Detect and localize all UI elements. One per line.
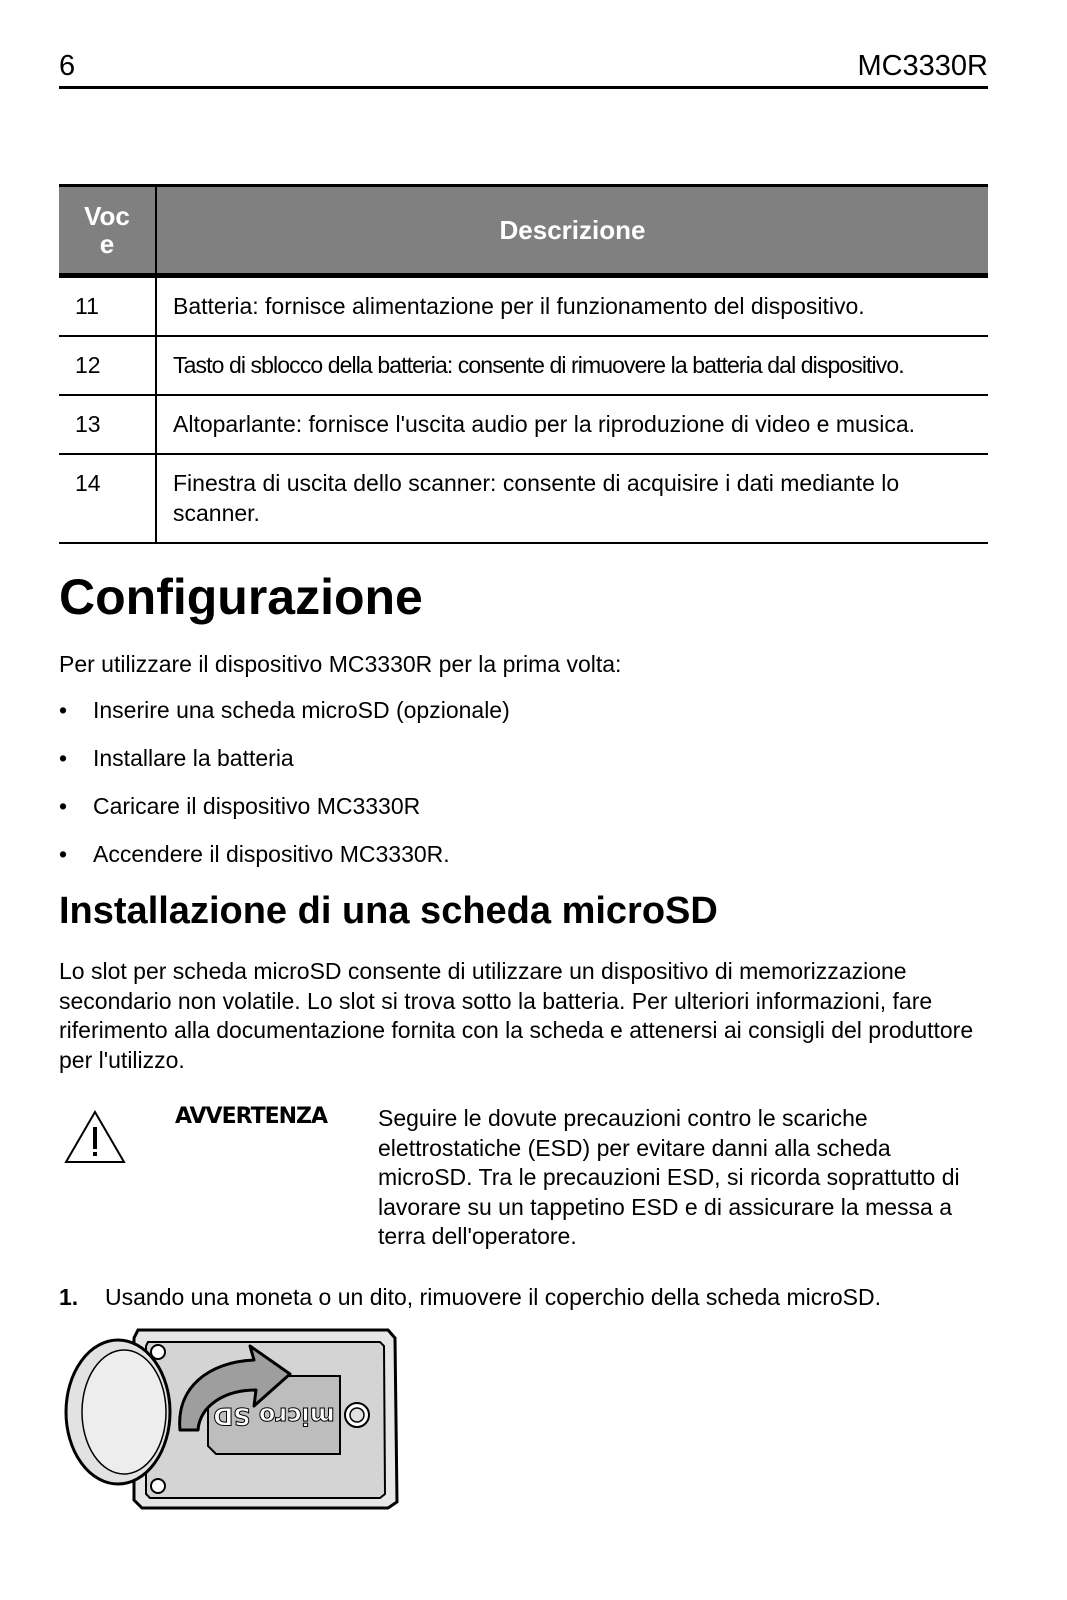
step-1 <box>59 1284 881 1311</box>
row-number: 12 <box>59 336 156 395</box>
setup-list <box>59 697 510 889</box>
row-description: Tasto di sblocco della batteria: consente di rimuovere la batteria dal dispositivo. <box>156 336 988 395</box>
row-number: 11 <box>59 276 156 337</box>
section-intro: Per utilizzare il dispositivo MC3330R per la prima volta: <box>59 651 622 677</box>
bullet-icon: • <box>59 841 68 867</box>
table-row <box>59 276 988 337</box>
step-number: 1. <box>59 1284 79 1310</box>
page-number: 6 <box>59 50 76 82</box>
list-item-text: Inserire una scheda microSD (opzionale) <box>93 697 510 723</box>
table-header-row <box>59 186 988 276</box>
table-row <box>59 336 988 395</box>
row-description: Batteria: fornisce alimentazione per il funzionamento del dispositivo. <box>156 276 988 337</box>
model-name: MC3330R <box>857 50 988 82</box>
bullet-icon: • <box>59 697 68 723</box>
row-number: 13 <box>59 395 156 454</box>
subsection-title: Installazione di una scheda microSD <box>59 890 718 932</box>
bullet-icon: • <box>59 745 68 771</box>
bullet-icon: • <box>59 793 68 819</box>
step-text: Usando una moneta o un dito, rimuovere il coperchio della scheda microSD. <box>105 1284 882 1310</box>
page-header <box>59 46 988 89</box>
header-voce-line2: e <box>99 229 115 259</box>
warning-triangle-icon <box>64 1110 126 1164</box>
items-table <box>59 184 988 544</box>
list-item-text: Accendere il dispositivo MC3330R. <box>93 841 450 867</box>
list-item <box>59 793 510 841</box>
section-title: Configurazione <box>59 569 423 625</box>
microsd-logo: micro SD <box>213 1402 335 1430</box>
list-item-text: Caricare il dispositivo MC3330R <box>93 793 421 819</box>
microsd-cover-illustration <box>58 1318 403 1510</box>
row-number: 14 <box>59 454 156 543</box>
header-voce <box>59 186 156 276</box>
table-row <box>59 454 988 543</box>
list-item <box>59 697 510 745</box>
header-descrizione: Descrizione <box>156 186 988 276</box>
warning-text: Seguire le dovute precauzioni contro le scariche elettrostatiche (ESD) per evitare danni alla scheda microSD. Tra le precauzioni ESD, si ricorda soprattutto di lavorare su un tappetino ESD e di assicurare la messa a terra dell'operatore. <box>378 1105 960 1249</box>
header-voce-line1: Voc <box>84 201 130 231</box>
list-item <box>59 841 510 889</box>
row-description: Finestra di uscita dello scanner: consente di acquisire i dati mediante lo scanner. <box>156 454 988 543</box>
subsection-body: Lo slot per scheda microSD consente di utilizzare un dispositivo di memorizzazione secondario non volatile. Lo slot si trova sotto la batteria. Per ulteriori informazioni, fare riferimento alla documentazione fornita con la scheda e attenersi ai consigli del produttore per l'utilizzo. <box>59 958 974 1073</box>
warning-label: AVVERTENZA <box>175 1104 327 1129</box>
list-item <box>59 745 510 793</box>
table-row <box>59 395 988 454</box>
row-description: Altoparlante: fornisce l'uscita audio per la riproduzione di video e musica. <box>156 395 988 454</box>
list-item-text: Installare la batteria <box>93 745 294 771</box>
